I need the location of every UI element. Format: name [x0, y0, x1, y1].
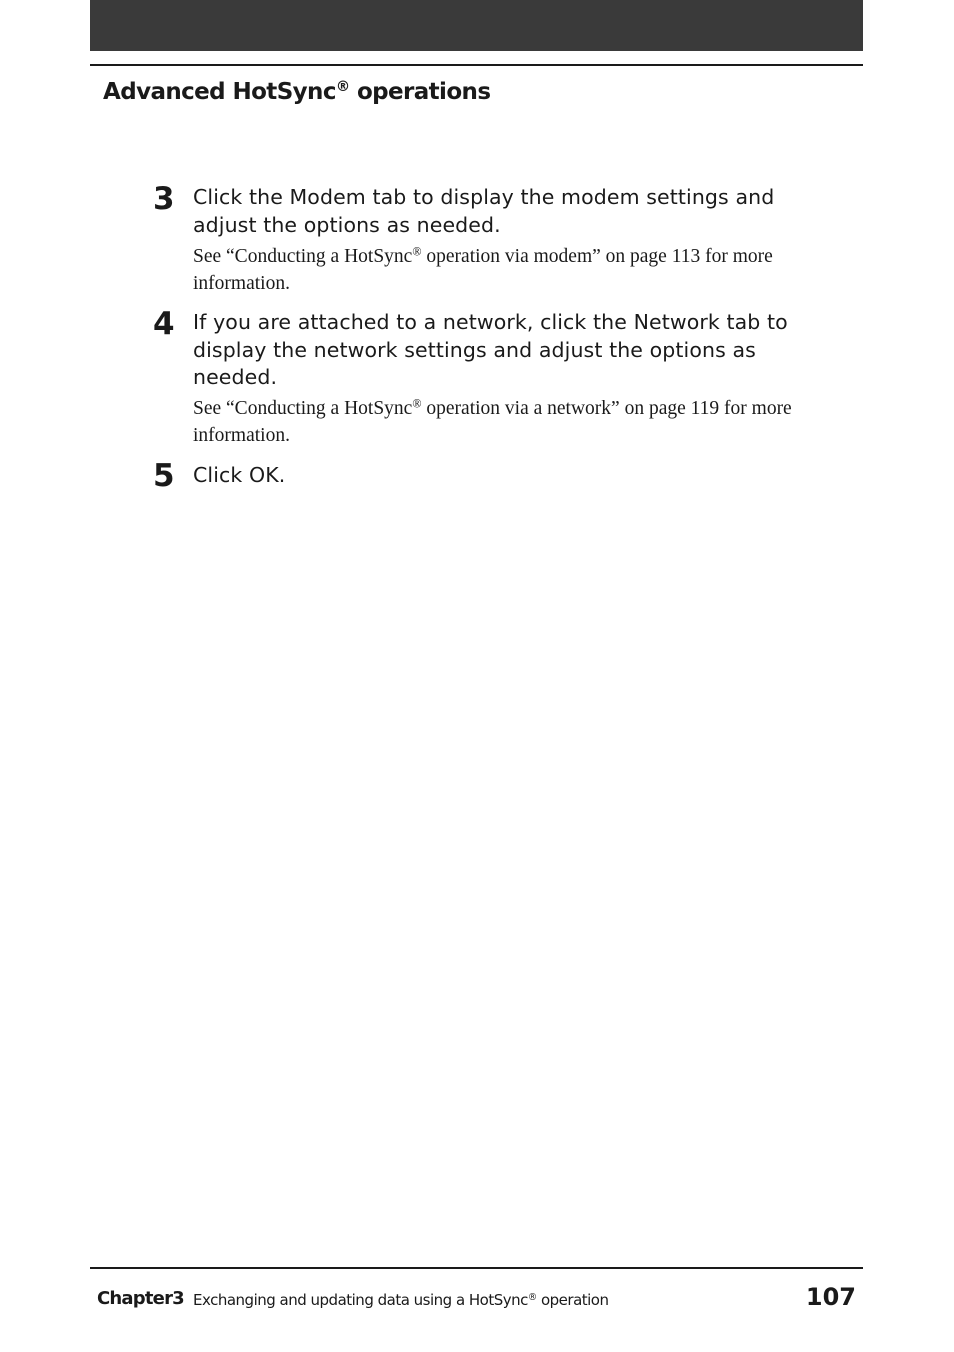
step-note-registered-mark: ®	[412, 244, 422, 259]
section-title	[103, 76, 490, 108]
footer-desc-post: operation	[536, 1291, 609, 1309]
footer-chapter-description	[193, 1289, 609, 1311]
step-number: 4	[153, 306, 175, 342]
section-title-rest: operations	[349, 79, 491, 105]
top-banner-bar	[90, 0, 863, 51]
step-note-registered-mark: ®	[412, 396, 422, 411]
step-number: 5	[153, 458, 175, 494]
step-note-pre: See “Conducting a HotSync	[193, 246, 413, 267]
step-note-post: operation via a network” on page 119 for more information.	[193, 398, 792, 446]
footer-registered-mark: ®	[527, 1291, 537, 1303]
step-note	[193, 243, 865, 297]
footer-desc-pre: Exchanging and updating data using a HotSync	[193, 1291, 528, 1309]
page-number: 107	[805, 1283, 856, 1311]
section-title-registered-mark: ®	[335, 79, 350, 96]
step-number: 3	[153, 181, 175, 217]
footer-chapter-label: Chapter3	[97, 1288, 184, 1309]
step-note-pre: See “Conducting a HotSync	[193, 398, 413, 419]
header-rule	[90, 64, 863, 66]
footer-rule	[90, 1267, 863, 1269]
step-instruction: If you are attached to a network, click the Network tab to display the network settings and adjust the options as needed.	[193, 310, 788, 389]
step-note	[193, 395, 865, 449]
step-instruction: Click the Modem tab to display the modem settings and adjust the options as needed.	[193, 185, 775, 237]
section-title-main: Advanced HotSync	[103, 79, 336, 105]
step-note-post: operation via modem” on page 113 for more information.	[193, 246, 773, 294]
step-instruction: Click OK.	[193, 463, 286, 487]
